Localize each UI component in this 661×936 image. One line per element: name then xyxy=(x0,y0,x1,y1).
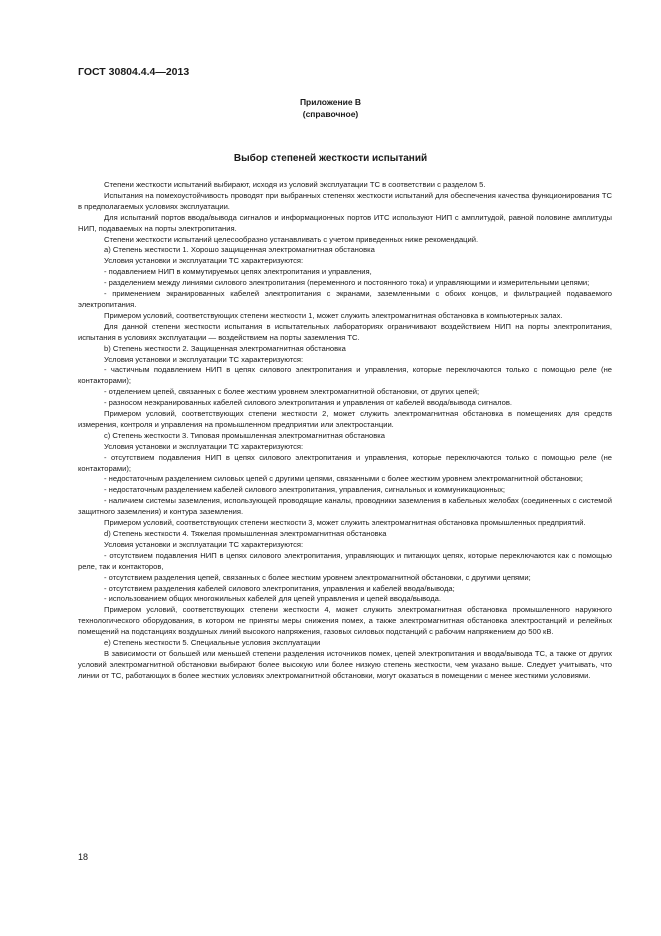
paragraph: Условия установки и эксплуатации ТС характеризуются: xyxy=(104,441,304,451)
paragraph: - отделением цепей, связанных с более жестким уровнем электромагнитной обстановки, от других цепей; xyxy=(104,387,480,397)
paragraph: Условия установки и эксплуатации ТС характеризуются: xyxy=(104,256,304,266)
paragraph: Примером условий, соответствующих степени жесткости 4, может служить электромагнитная обстановка промышленного наружного технологического оборудования, в котором не приняты меры снижения помех, а также электромагнитная обстановка электростанций и релейных помещений на подстанциях воздушных линий высокого напряжения, газовых силовых подстанций с рабочим напряжением до 500 кВ. xyxy=(78,605,612,637)
page-number: 18 xyxy=(78,852,89,862)
paragraph: - недостаточным разделением силовых цепей с другими цепями, связанными с более жестким уровнем электромагнитной обстановки; xyxy=(104,474,583,484)
paragraph: Степени жесткости испытаний выбирают, исходя из условий эксплуатации ТС в соответствии с разделом 5. xyxy=(104,180,486,189)
paragraph: d) Степень жесткости 4. Тяжелая промышленная электромагнитная обстановка xyxy=(104,529,387,538)
paragraph: - отсутствием разделения цепей, связанных с более жестким уровнем электромагнитной обстановки, с другими цепями; xyxy=(104,572,531,582)
section-title: Выбор степеней жесткости испытаний xyxy=(233,153,428,164)
paragraph: В зависимости от большей или меньшей степени разделения источников помех, цепей электропитания и ввода/вывода ТС, а также от других условий электромагнитной обстановки выбирают более высокую или более низкую степень жесткости, чем указано выше. Следует учитывать, что линии от ТС, работающих в более жестких условиях электромагнитной обстановки, могут оказаться в помещении с менее жесткими условиями. xyxy=(78,648,612,680)
paragraph: - отсутствием подавления НИП в цепях силового электропитания, управляющих и питающих цепях, которые переключаются как с помощью реле, так и контакторов, xyxy=(78,550,612,571)
paragraph: - разносом неэкранированных кабелей силового электропитания и управления от кабелей ввода/вывода сигналов. xyxy=(104,398,513,408)
paragraph: е) Степень жесткости 5. Специальные условия эксплуатации xyxy=(104,638,321,648)
paragraph: - недостаточным разделением кабелей силового электропитания, управления, сигнальных и коммуникационных; xyxy=(104,485,505,495)
paragraph: Испытания на помехоустойчивость проводят при выбранных степенях жесткости испытаний для обеспечения качества функционирования ТС в предполагаемых условиях эксплуатации. xyxy=(78,190,612,211)
body-text xyxy=(78,180,612,682)
paragraph: - подавлением НИП в коммутируемых цепях электропитания и управления, xyxy=(104,267,372,277)
paragraph: c) Степень жесткости 3. Типовая промышленная электромагнитная обстановка xyxy=(104,430,386,440)
paragraph: Примером условий, соответствующих степени жесткости 1, может служить электромагнитная обстановка в компьютерных залах. xyxy=(104,310,563,320)
paragraph: - частичным подавлением НИП в цепях силового электропитания и управления, которые переключаются только с помощью реле (не контакторами); xyxy=(78,365,612,386)
paragraph: Условия установки и эксплуатации ТС характеризуются: xyxy=(104,354,304,364)
paragraph: Условия установки и эксплуатации ТС характеризуются: xyxy=(104,539,304,549)
paragraph: - использованием общих многожильных кабелей для цепей управления и цепей ввода/вывода. xyxy=(104,594,441,604)
paragraph: - отсутствием подавления НИП в цепях силового электропитания и управления, которые переключаются только с помощью реле (не контакторами); xyxy=(78,452,612,473)
document-header: ГОСТ 30804.4.4—2013 xyxy=(78,66,190,78)
appendix-title: Приложение В xyxy=(299,97,362,107)
appendix-heading xyxy=(0,96,661,120)
paragraph: Для данной степени жесткости испытания в испытательных лабораториях ограничивают воздействием НИП на порты электропитания, испытания в условиях эксплуатации — воздействием на порты заземления ТС. xyxy=(78,321,612,342)
paragraph: - разделением между линиями силового электропитания (переменного и постоянного тока) и управляющими и измерительными цепями; xyxy=(104,278,590,288)
paragraph: Примером условий, соответствующих степени жесткости 2, может служить электромагнитная обстановка в помещениях для средств измерения, контроля и управления на промышленном предприятии или электростанции. xyxy=(78,409,612,429)
paragraph: а) Степень жесткости 1. Хорошо защищенная электромагнитная обстановка xyxy=(104,245,375,255)
paragraph: Степени жесткости испытаний целесообразно устанавливать с учетом приведенных ниже рекомендаций. xyxy=(104,234,479,244)
paragraph: b) Степень жесткости 2. Защищенная электромагнитная обстановка xyxy=(104,343,346,353)
paragraph: - применением экранированных кабелей электропитания с экранами, заземленными с обоих концов, и фильтрацией подаваемого электропитания. xyxy=(78,289,612,309)
paragraph: Примером условий, соответствующих степени жесткости 3, может служить электромагнитная обстановка промышленных предприятий. xyxy=(104,518,586,528)
paragraph: - наличием системы заземления, использующей проводящие каналы, проводники заземления в кабельных желобах (соединенных с системой защитного заземления) и контура заземления. xyxy=(78,496,612,517)
paragraph: Для испытаний портов ввода/вывода сигналов и информационных портов ИТС используют НИП с амплитудой, равной половине амплитуды НИП, подаваемых на порты электропитания. xyxy=(78,212,612,233)
paragraph: - отсутствием разделения кабелей силового электропитания, управления и кабелей ввода/вывода; xyxy=(104,583,455,593)
appendix-subtitle: (справочное) xyxy=(302,109,359,119)
